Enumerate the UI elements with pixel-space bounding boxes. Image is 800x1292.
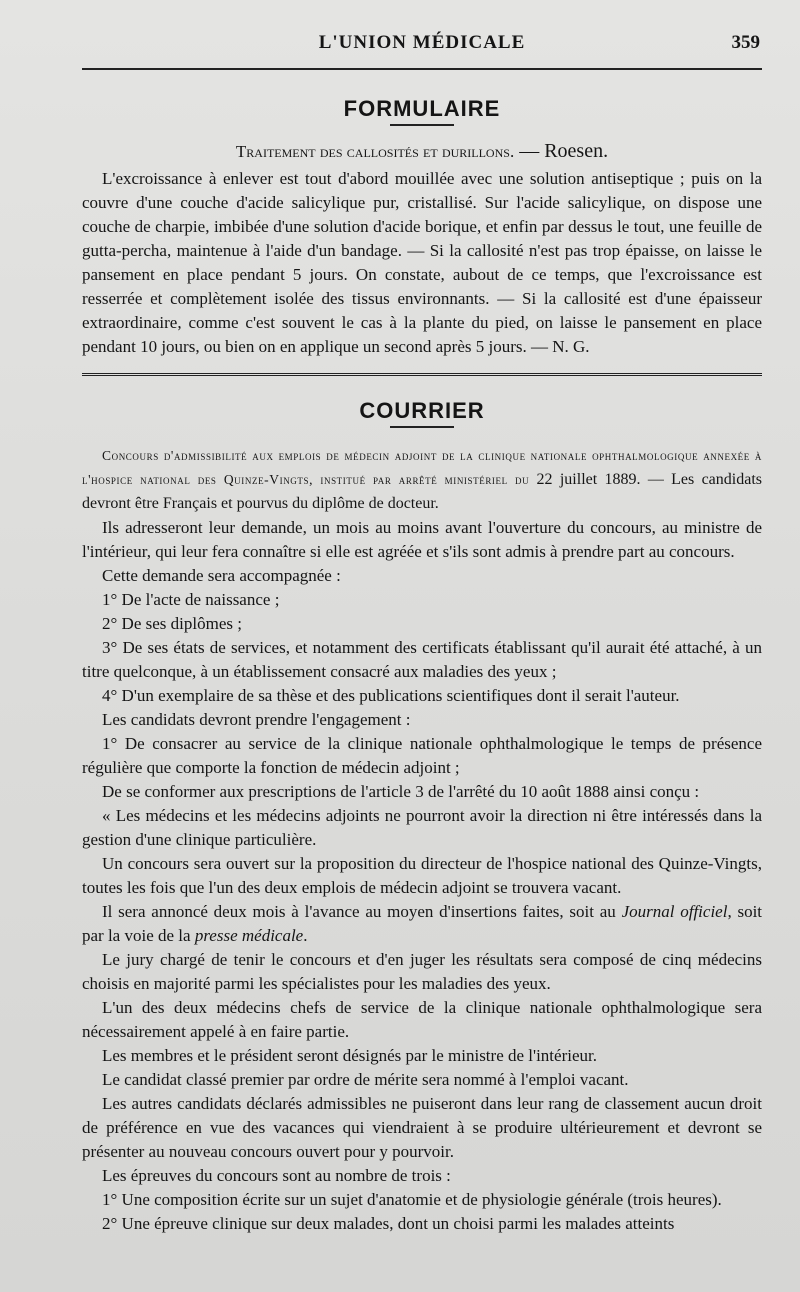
formulaire-body: L'excroissance à enlever est tout d'abord mouillée avec une solution antiseptique ; puis on la couvre d'une couche d'acide salicylique pur, cristallisé. Sur l'acide salicylique, on dispose une couche de charpie, imbibée d'une solution d'acide borique, et enfin par dessus le tout, une feuille de gutta-percha, maintenue à l'aide d'un bandage. — Si la callosité n'est pas trop épaisse, on laisse le pansement en place pendant 5 jours. On constate, aubout de ce temps, que l'excroissance est resserrée et complètement isolée des tissus environnants. — Si la callosité est d'une épaisseur extraordinaire, comme c'est souvent le cas à la plante du pied, on laisse le pansement en place pendant 10 jours, ou bien on en applique un second après 5 jours. — N. G.	[82, 169, 762, 356]
paragraph: Cette demande sera accompagnée :	[102, 566, 341, 585]
formulaire-author: — Roesen.	[514, 140, 609, 162]
paragraph: Les autres candidats déclarés admissibles ne puiseront dans leur rang de classement aucun droit de préférence en vue des vacances qui viendraient à se produire ultérieurement et devront se présenter au nouveau concours ouvert pour y pourvoir.	[82, 1094, 762, 1161]
annonce-text: Il sera annoncé deux mois à l'avance au moyen d'insertions faites, soit au	[102, 902, 622, 921]
notice-text: . — Les candidats devront être Français et pourvus du diplôme de docteur.	[82, 471, 763, 512]
paragraph: Les candidats devront prendre l'engagement :	[102, 710, 411, 729]
list-item: 4° D'un exemplaire de sa thèse et des publications scientifiques dont il serait l'auteur.	[102, 686, 680, 705]
list-item: 1° De consacrer au service de la clinique nationale ophthalmologique le temps de présence régulière que comporte la fonction de médecin adjoint ;	[82, 734, 762, 777]
list-item: 1° Une composition écrite sur un sujet d'anatomie et de physiologie générale (trois heures).	[102, 1190, 722, 1209]
formulaire-title-rule	[390, 124, 454, 126]
notice-date: 22 juillet 1889	[536, 471, 637, 488]
formulaire-subject: Traitement des callosités et durillons.	[235, 142, 515, 161]
courrier-heading: COURRIER	[359, 398, 485, 423]
list-item: 1° De l'acte de naissance ;	[102, 590, 280, 609]
list-item: 3° De ses états de services, et notamment des certificats établissant qu'il aurait été attaché, à un titre quelconque, à un établissement consacré aux maladies des yeux ;	[82, 638, 762, 681]
quoted-article: « Les médecins et les médecins adjoints ne pourront avoir la direction ni être intéressés dans la gestion d'une clinique particulière.	[82, 806, 762, 849]
paragraph: Un concours sera ouvert sur la proposition du directeur de l'hospice national des Quinze-Vingts, toutes les fois que l'un des deux emplois de médecin adjoint se trouvera vacant.	[82, 854, 762, 897]
formulaire-subheading	[82, 140, 762, 163]
page-number: 359	[731, 32, 760, 53]
paragraph: De se conformer aux prescriptions de l'article 3 de l'arrêté du 10 août 1888 ainsi conçu :	[102, 782, 700, 801]
presse-medicale: presse médicale	[194, 926, 304, 945]
annonce-text: .	[303, 926, 308, 945]
paragraph: L'un des deux médecins chefs de service de la clinique nationale ophthalmologique sera nécessairement appelé à en faire partie.	[82, 998, 762, 1041]
formulaire-heading: FORMULAIRE	[343, 96, 501, 121]
journal-officiel: Journal officiel	[621, 902, 728, 921]
paragraph-annonce	[82, 900, 762, 948]
running-head	[82, 32, 762, 68]
journal-title: L'UNION MÉDICALE	[318, 32, 526, 53]
paragraph: Les membres et le président seront désignés par le ministre de l'intérieur.	[102, 1046, 597, 1065]
paragraph: Le jury chargé de tenir le concours et d'en juger les résultats sera composé de cinq médecins choisis en majorité parmi les spécialistes pour les maladies des yeux.	[82, 950, 762, 993]
list-item: 2° Une épreuve clinique sur deux malades, dont un choisi parmi les malades atteints	[102, 1214, 675, 1233]
paragraph: Les épreuves du concours sont au nombre de trois :	[102, 1166, 451, 1185]
notice-heading: Concours d'admissibilité aux emplois de médecin adjoint de la clinique nationale ophthalmologique annexée à l'hospice national des Quinze-Vingts, institué par arrêté ministériel du	[82, 448, 762, 487]
paragraph: Ils adresseront leur demande, un mois au moins avant l'ouverture du concours, au ministre de l'intérieur, qui leur fera connaître si elle est agréée et s'ils sont admis à prendre part au concours.	[82, 518, 762, 561]
annonce-text: , soit par la voie de la	[82, 902, 763, 945]
concours-notice	[82, 444, 762, 516]
paragraph: Le candidat classé premier par ordre de mérite sera nommé à l'emploi vacant.	[102, 1070, 629, 1089]
list-item: 2° De ses diplômes ;	[102, 614, 242, 633]
